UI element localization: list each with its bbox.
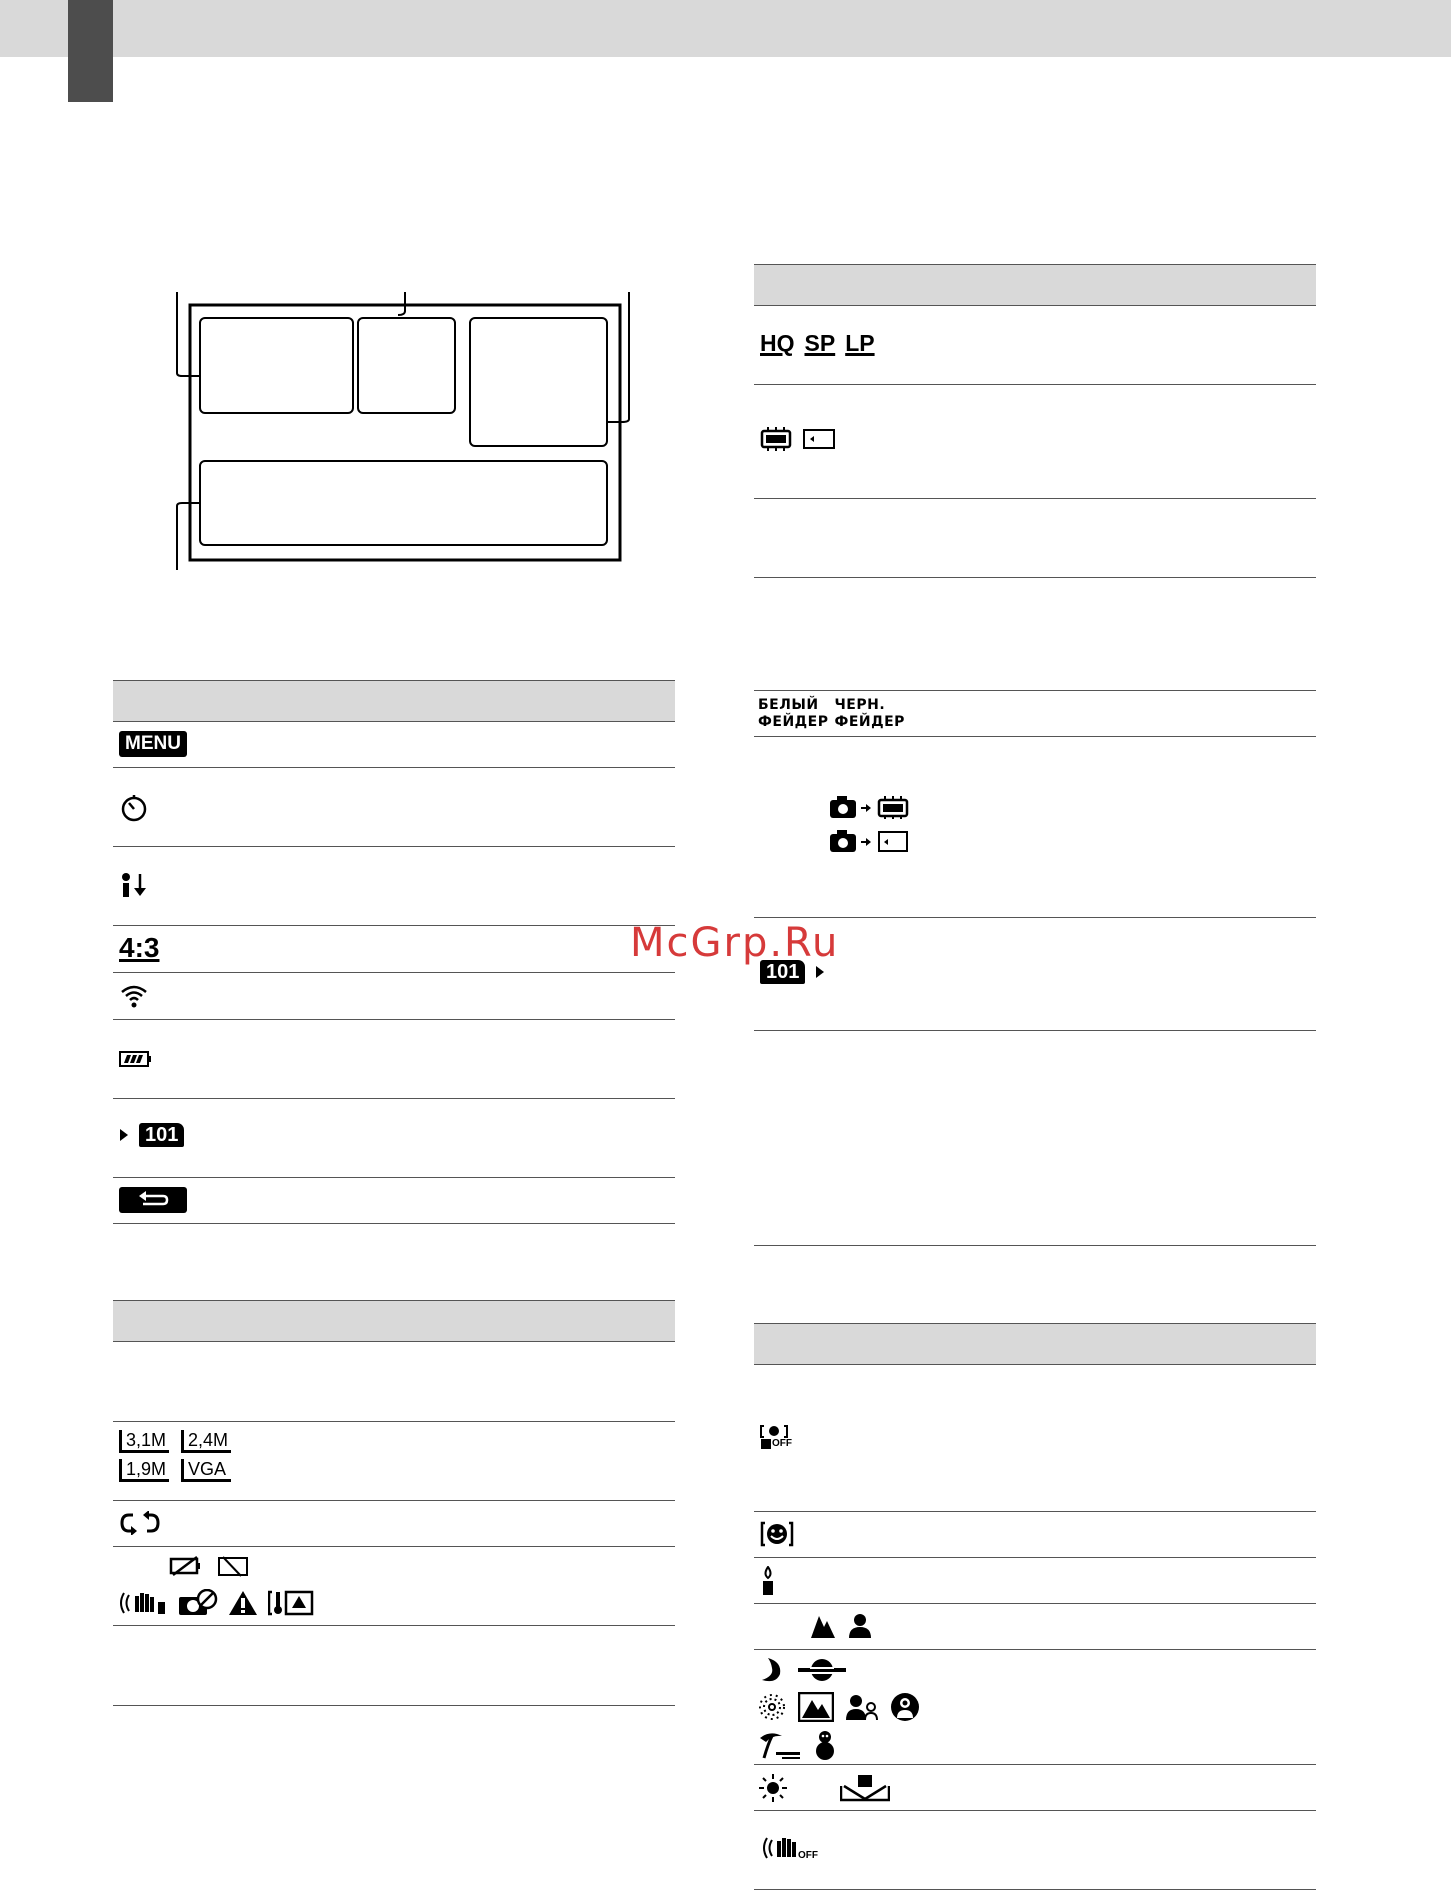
table-row xyxy=(113,847,675,926)
landscape-icon xyxy=(798,1692,834,1722)
watermark: McGrp.Ru xyxy=(630,920,840,966)
left-table-2 xyxy=(113,1300,675,1706)
rec-mode-sp-icon: SP xyxy=(804,330,836,356)
table-row xyxy=(754,1765,1316,1811)
temperature-warning-icon xyxy=(268,1590,314,1616)
right-table-2 xyxy=(754,1323,1316,1890)
portrait-circle-icon xyxy=(890,1692,920,1722)
battery-icon xyxy=(119,1050,153,1068)
menu-button-icon[interactable]: MENU xyxy=(119,731,187,757)
black-fader-label-2: ФЕЙДЕР xyxy=(834,714,905,730)
table-row xyxy=(113,1547,675,1626)
image-size-1-9m-icon: 1,9M xyxy=(119,1459,169,1482)
left-table-1 xyxy=(113,680,675,1224)
header-bar xyxy=(0,0,1451,57)
camera-shake-warning-icon xyxy=(116,1590,168,1616)
table-row xyxy=(754,306,1316,385)
table-row xyxy=(754,1558,1316,1604)
table-header xyxy=(113,680,675,722)
smile-shutter-icon xyxy=(760,1521,794,1547)
table-row xyxy=(113,1501,675,1547)
black-fader-label: ЧЕРН. xyxy=(834,697,886,713)
folder-101-icon: 101 xyxy=(139,1123,184,1147)
table-row xyxy=(754,578,1316,691)
outdoor-white-balance-icon xyxy=(758,1773,788,1803)
copy-to-card-icon xyxy=(829,829,909,853)
wifi-icon xyxy=(119,983,149,1009)
table-row xyxy=(754,1512,1316,1558)
table-row xyxy=(754,691,1316,737)
portrait-focus-icon xyxy=(848,1613,872,1639)
table-row xyxy=(113,1626,675,1706)
table-row xyxy=(113,1178,675,1224)
table-row xyxy=(113,973,675,1020)
image-size-2-4m-icon: 2,4M xyxy=(181,1430,231,1453)
sunset-icon xyxy=(798,1656,846,1684)
rec-mode-lp-icon: LP xyxy=(845,330,875,356)
rec-mode-hq-icon: HQ xyxy=(760,330,795,356)
internal-memory-icon xyxy=(760,427,792,451)
table-row xyxy=(754,1650,1316,1765)
play-arrow-icon xyxy=(815,965,825,979)
candle-icon xyxy=(760,1566,776,1596)
table-row xyxy=(754,1604,1316,1650)
table-row xyxy=(113,1422,675,1501)
table-row xyxy=(113,1020,675,1099)
screen-diagram xyxy=(170,285,640,585)
night-scene-icon xyxy=(758,1656,784,1684)
table-row xyxy=(113,1099,675,1178)
table-row xyxy=(113,768,675,847)
battery-warning-icon xyxy=(169,1555,203,1577)
face-off-icon: OFF xyxy=(760,1425,794,1449)
image-size-3-1m-icon: 3,1M xyxy=(119,1430,169,1453)
folder-101-play-icon: 101 xyxy=(760,960,805,984)
table-row xyxy=(754,737,1316,918)
aspect-43-icon: 4:3 xyxy=(119,932,160,963)
white-fader-label-2: ФЕЙДЕР xyxy=(758,714,829,730)
section-tab xyxy=(68,0,113,102)
return-button-icon[interactable] xyxy=(119,1187,187,1213)
self-timer-icon xyxy=(119,793,149,823)
table-row xyxy=(113,926,675,973)
table-row xyxy=(754,1031,1316,1246)
memory-card-icon xyxy=(802,427,836,451)
one-push-white-balance-icon xyxy=(840,1774,890,1802)
camera-no-icon xyxy=(178,1589,218,1617)
table-row xyxy=(113,722,675,768)
table-row xyxy=(754,385,1316,499)
table-header xyxy=(754,1323,1316,1365)
repeat-icon xyxy=(119,1511,161,1535)
mic-level-icon xyxy=(119,872,149,902)
fireworks-icon xyxy=(758,1693,786,1721)
spotlight-portrait-icon xyxy=(846,1693,878,1721)
right-table-1 xyxy=(754,264,1316,1246)
snow-icon xyxy=(812,1730,838,1760)
table-header xyxy=(754,264,1316,306)
table-row xyxy=(113,1342,675,1422)
play-arrow-icon xyxy=(119,1128,129,1142)
infinity-focus-icon xyxy=(810,1613,836,1639)
copy-to-memory-icon xyxy=(829,795,909,819)
table-header xyxy=(113,1300,675,1342)
card-warning-icon xyxy=(217,1555,251,1577)
warning-triangle-icon xyxy=(228,1590,258,1616)
table-row xyxy=(754,499,1316,578)
table-row xyxy=(754,1365,1316,1512)
beach-icon xyxy=(758,1730,800,1760)
steadyshot-off-icon: OFF xyxy=(760,1835,818,1861)
image-size-vga-icon: VGA xyxy=(181,1459,231,1482)
white-fader-label: БЕЛЫЙ xyxy=(758,697,819,713)
table-row xyxy=(754,1811,1316,1890)
